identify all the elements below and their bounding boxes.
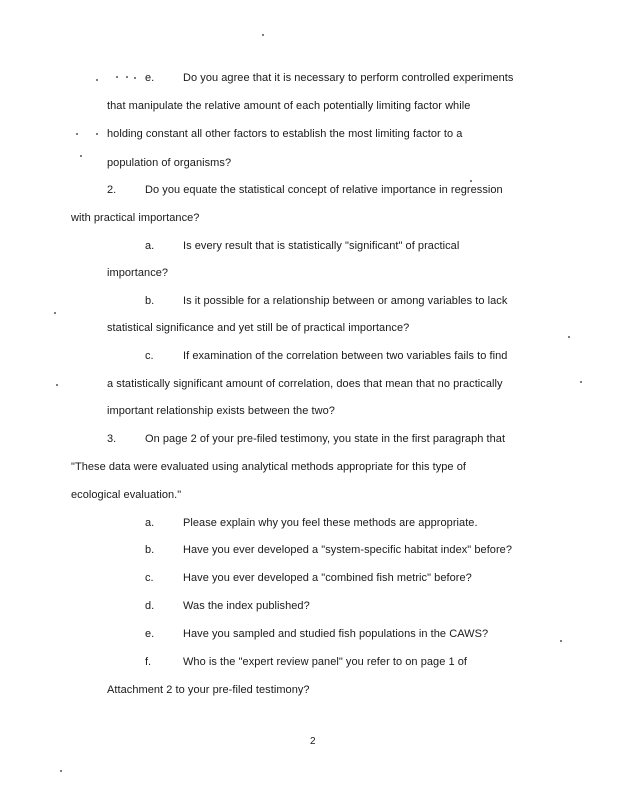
scan-speck <box>560 640 562 642</box>
q3-line-1: On page 2 of your pre-filed testimony, you state in the first paragraph that <box>145 433 506 445</box>
q3c-text: Have you ever developed a "combined fish metric" before? <box>183 572 472 584</box>
q2-line-1: Do you equate the statistical concept of relative importance in regression <box>145 184 503 196</box>
q2-number: 2. <box>107 184 117 196</box>
q2c-line-1: If examination of the correlation between two variables fails to find <box>183 350 508 362</box>
scan-speck <box>60 770 62 772</box>
q2a-line-2: importance? <box>107 267 169 279</box>
scan-speck <box>76 133 78 135</box>
q3e-marker: e. <box>145 628 155 640</box>
scan-speck <box>96 79 98 81</box>
scan-speck <box>134 77 136 79</box>
q3c-marker: c. <box>145 572 154 584</box>
q2b-line-2: statistical significance and yet still be of practical importance? <box>107 322 410 334</box>
q3-line-3: ecological evaluation." <box>71 489 182 501</box>
q2c-line-3: important relationship exists between the two? <box>107 405 335 417</box>
q3a-marker: a. <box>145 517 155 529</box>
q3f-line-1: Who is the "expert review panel" you refer to on page 1 of <box>183 656 468 668</box>
q2c-marker: c. <box>145 350 154 362</box>
item-e-line-3: holding constant all other factors to establish the most limiting factor to a <box>107 128 463 140</box>
q3a-text: Please explain why you feel these methods are appropriate. <box>183 517 478 529</box>
scan-speck <box>262 34 264 36</box>
q3b-text: Have you ever developed a "system-specific habitat index" before? <box>183 544 513 556</box>
scan-speck <box>80 155 82 157</box>
page-number: 2 <box>310 736 316 747</box>
q3b-marker: b. <box>145 544 155 556</box>
scan-speck <box>126 76 128 78</box>
q2-line-2: with practical importance? <box>71 212 200 224</box>
scan-speck <box>96 133 98 135</box>
scan-speck <box>54 312 56 314</box>
item-e-marker: e. <box>145 72 155 84</box>
q3-line-2: "These data were evaluated using analytical methods appropriate for this type of <box>71 461 466 473</box>
item-e-line-2: that manipulate the relative amount of each potentially limiting factor while <box>107 100 471 112</box>
scan-speck <box>470 180 472 182</box>
q3-number: 3. <box>107 433 117 445</box>
scan-speck <box>568 336 570 338</box>
scan-speck <box>580 381 582 383</box>
q3f-marker: f. <box>145 656 152 668</box>
q2a-line-1: Is every result that is statistically "significant" of practical <box>183 240 460 252</box>
q3d-marker: d. <box>145 600 155 612</box>
item-e-line-4: population of organisms? <box>107 157 232 169</box>
scan-speck <box>116 76 118 78</box>
q3e-text: Have you sampled and studied fish populations in the CAWS? <box>183 628 489 640</box>
q2b-line-1: Is it possible for a relationship between or among variables to lack <box>183 295 508 307</box>
q2c-line-2: a statistically significant amount of correlation, does that mean that no practically <box>107 378 503 390</box>
q2a-marker: a. <box>145 240 155 252</box>
q2b-marker: b. <box>145 295 155 307</box>
q3d-text: Was the index published? <box>183 600 310 612</box>
item-e-line-1: Do you agree that it is necessary to perform controlled experiments <box>183 72 514 84</box>
scan-speck <box>56 384 58 386</box>
q3f-line-2: Attachment 2 to your pre-filed testimony? <box>107 684 310 696</box>
